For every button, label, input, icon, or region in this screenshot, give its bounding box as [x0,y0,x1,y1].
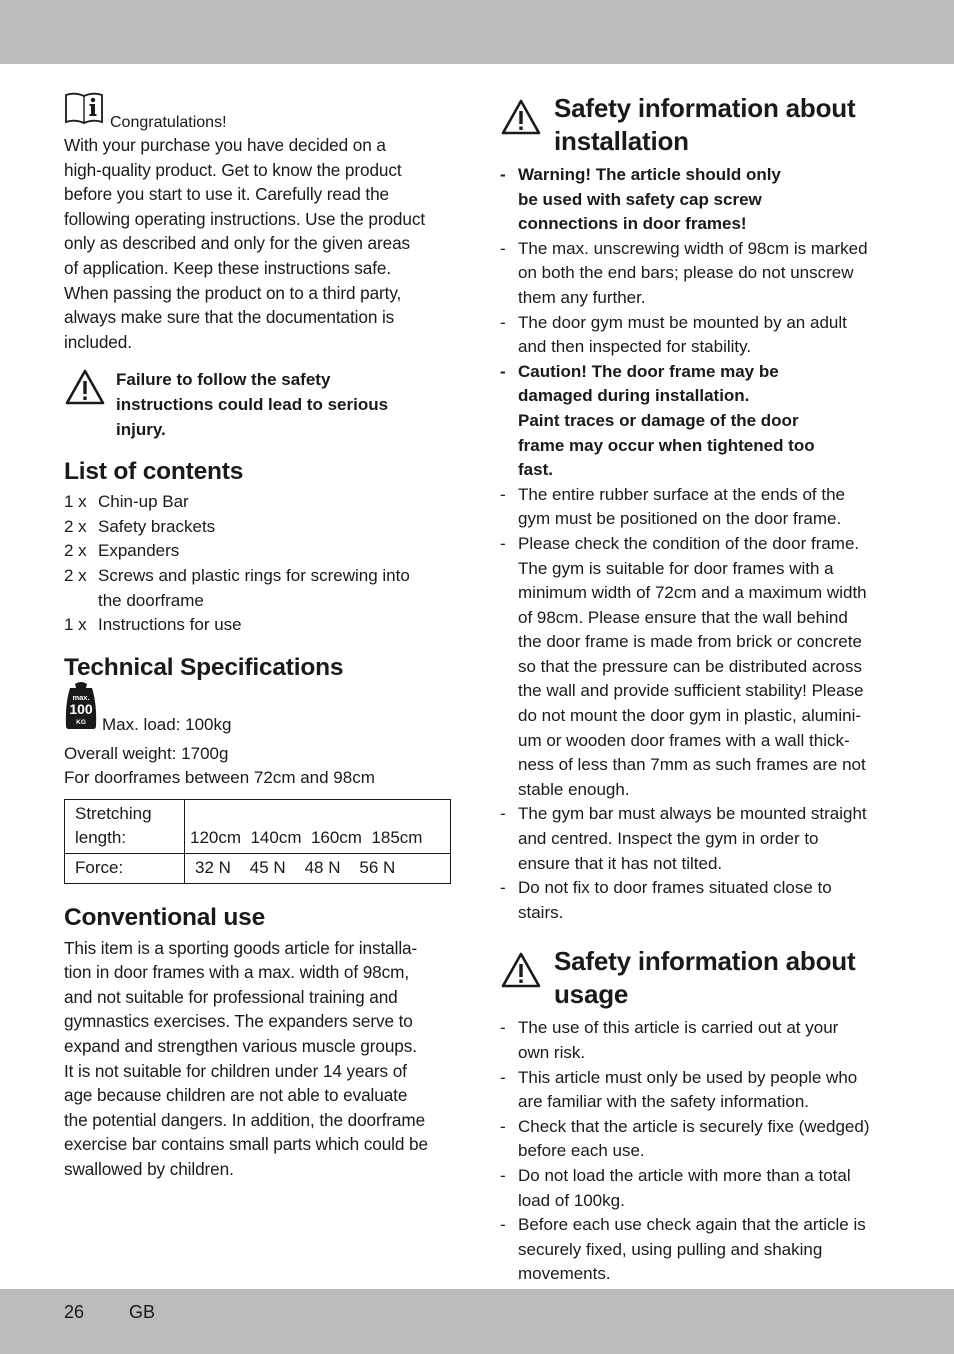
warning-line: Failure to follow the safety [116,370,331,390]
item-label: Expanders [98,541,180,561]
item-quantity: 2 x [64,541,87,561]
max-load-text: Max. load: 100kg [102,715,232,735]
table-row [65,854,451,884]
conventional-line: expand and strengthen various muscle groups. [64,1036,417,1057]
install-bullets [500,163,895,925]
bullet-line: The entire rubber surface at the ends of the [518,484,845,504]
bullet-line: minimum width of 72cm and a maximum width [518,583,867,603]
bullet-dash: - [500,312,506,332]
install-heading-line: installation [554,126,689,156]
list-item [500,876,895,925]
intro-line: high-quality product. Get to know the product [64,159,402,180]
conventional-paragraph [64,936,454,1182]
bullet-dash: - [500,238,506,258]
list-item [64,515,454,540]
bullet-dash: - [500,804,506,824]
intro-line: included. [64,331,132,352]
bullet-line: This article must only be used by people who [518,1067,858,1087]
stretching-label: Stretching [75,803,152,823]
manual-info-icon [64,91,104,133]
bullet-line: The use of this article is carried out at your [518,1018,839,1038]
bullet-dash: - [500,165,506,184]
conventional-heading: Conventional use [64,903,265,931]
bullet-text [518,1066,895,1115]
list-item [500,1115,895,1164]
bullet-line: ensure that it has not tilted. [518,853,723,873]
item-quantity: 2 x [64,516,87,536]
bullet-line: before each use. [518,1141,645,1161]
bullet-line: securely fixed, using pulling and shaking [518,1239,823,1259]
warning-triangle-icon [500,98,544,144]
weight-icon-value: 100 [69,701,93,718]
bullet-line: do not mount the door gym in plastic, alumini- [518,706,862,726]
page-number: 26 [64,1302,85,1322]
warning-triangle-icon [500,951,544,997]
table-cell-values: 32 N 45 N 48 N 56 N [185,854,451,884]
spec-table [64,799,451,884]
conventional-line: and not suitable for professional training and [64,986,398,1007]
list-item [500,1164,895,1213]
warning-line: injury. [116,419,166,439]
bullet-line: the door frame is made from brick or concrete [518,632,862,652]
right-column [500,92,895,1287]
item-label: Instructions for use [98,615,242,635]
overall-weight-text: Overall weight: 1700g [64,743,229,763]
item-label-line: Screws and plastic rings for screwing into [98,565,410,585]
bullet-text [518,876,895,925]
bullet-line: load of 100kg. [518,1190,625,1210]
bullet-dash: - [500,1215,506,1235]
bullet-dash: - [500,1018,506,1038]
install-header [500,92,895,158]
bullet-dash: - [500,484,506,504]
bullet-line: um or wooden door frames with a wall thick- [518,730,850,750]
list-item [500,311,895,360]
item-label: Safety brackets [98,516,216,536]
conventional-line: the potential dangers. In addition, the doorframe [64,1109,426,1130]
bullet-text [518,1164,895,1213]
bullet-dash: - [500,878,506,898]
bullet-line: on both the end bars; please do not unscrew [518,263,854,283]
list-item [500,163,895,237]
list-item [500,360,895,483]
list-item [500,483,895,532]
list-item [64,490,454,515]
item-label-line: the doorframe [98,590,204,610]
item-quantity: 1 x [64,615,87,635]
bullet-line: fast. [518,460,553,480]
conventional-line: swallowed by children. [64,1159,234,1179]
table-row [65,799,451,853]
bullet-line: Caution! The door frame may be [518,361,779,381]
bullet-text [518,163,895,237]
bullet-dash: - [500,1165,506,1185]
table-cell-label [65,799,185,853]
intro-line: of application. Keep these instructions safe. [64,257,392,278]
intro-line: With your purchase you have decided on a [64,135,386,155]
bullet-line: stairs. [518,902,564,922]
bullet-line: are familiar with the safety information. [518,1092,810,1112]
header-band [0,0,954,64]
list-item [64,539,454,564]
conventional-line: age because children are not able to evaluate [64,1085,408,1106]
left-column [64,95,454,1182]
conventional-line: gymnastics exercises. The expanders serve to [64,1011,413,1032]
bullet-line: Do not load the article with more than a total [518,1165,851,1185]
bullet-line: The max. unscrewing width of 98cm is marked [518,238,868,258]
intro-header [64,95,454,133]
max-load-row [64,688,454,738]
bullet-dash: - [500,361,506,381]
bullet-line: Warning! The article should only [518,165,781,184]
bullet-line: frame may occur when tightened too [518,435,815,455]
conventional-line: tion in door frames with a max. width of 98cm, [64,962,410,983]
bullet-line: ness of less than 7mm as such frames are not [518,755,866,775]
usage-heading-line: usage [554,979,629,1010]
bullet-line: The gym is suitable for door frames with a [518,558,834,578]
bullet-line: stable enough. [518,779,630,799]
item-label [98,564,454,613]
item-quantity: 1 x [64,492,87,512]
bullet-text [518,237,895,311]
usage-heading [554,945,855,1011]
bullet-line: Paint traces or damage of the door [518,410,799,430]
bullet-text [518,1213,895,1287]
weight-100kg-icon [64,680,98,738]
conventional-line: exercise bar contains small parts which could be [64,1134,428,1155]
weight-icon-top: max. [72,693,90,703]
contents-list [64,490,454,638]
usage-heading-line: Safety information about [554,946,856,977]
bullet-line: and then inspected for stability. [518,337,752,357]
length-label: length: [75,828,127,848]
language-code: GB [129,1302,156,1322]
bullet-text [518,311,895,360]
conventional-line: It is not suitable for children under 14 years of [64,1060,407,1081]
bullet-line: them any further. [518,287,646,307]
bullet-line: connections in door frames! [518,214,747,234]
bullet-line: own risk. [518,1043,586,1062]
install-heading-line: Safety information about [554,93,856,123]
bullet-line: Check that the article is securely fixe (wedged) [518,1116,870,1136]
item-quantity: 2 x [64,565,87,585]
intro-line: When passing the product on to a third party, [64,282,402,303]
list-item [500,1066,895,1115]
usage-bullets [500,1016,895,1287]
install-heading [554,92,855,158]
bullet-line: of 98cm. Please ensure that the wall behind [518,607,848,627]
warning-line: instructions could lead to serious [116,394,389,414]
bullet-line: so that the pressure can be distributed across [518,656,862,676]
bullet-line: Before each use check again that the article is [518,1215,866,1235]
bullet-line: The gym bar must always be mounted straight [518,804,867,824]
bullet-line: damaged during installation. [518,386,750,406]
list-item [64,564,454,613]
list-item [500,1213,895,1287]
bullet-text [518,483,895,532]
bullet-text [518,802,895,876]
safety-warning [64,368,454,442]
weight-icon-unit: KG [76,719,86,727]
bullet-line: be used with safety cap screw [518,189,762,209]
item-label: Chin-up Bar [98,492,189,512]
bullet-line: and centred. Inspect the gym in order to [518,829,819,849]
intro-line: only as described and only for the given areas [64,233,411,254]
bullet-text [518,532,895,803]
list-item [500,237,895,311]
bullet-line: the wall and provide sufficient stability! Please [518,681,864,701]
conventional-line: This item is a sporting goods article for installa- [64,937,418,958]
intro-line: following operating instructions. Use the product [64,208,426,229]
bullet-line: Do not fix to door frames situated close to [518,878,832,898]
warning-triangle-icon [64,368,108,442]
bullet-text [518,360,895,483]
bullet-text [518,1115,895,1164]
bullet-line: movements. [518,1264,611,1284]
table-cell-label: Force: [65,854,185,884]
contents-heading: List of contents [64,458,244,486]
congratulations-text: Congratulations! [110,114,227,131]
intro-line: before you start to use it. Carefully read the [64,184,390,205]
warning-text [116,368,388,442]
bullet-text [518,1016,895,1065]
doorframes-text: For doorframes between 72cm and 98cm [64,768,375,788]
usage-header [500,945,895,1011]
bullet-line: Please check the condition of the door frame. [518,533,860,553]
bullet-dash: - [500,1067,506,1087]
bullet-line: gym must be positioned on the door frame. [518,509,842,529]
list-item [500,802,895,876]
intro-line: always make sure that the documentation is [64,307,395,328]
intro-paragraph [64,133,454,354]
list-item [64,613,454,638]
table-cell-values: 120cm 140cm 160cm 185cm [185,799,451,853]
tech-heading: Technical Specifications [64,653,344,681]
list-item [500,532,895,803]
bullet-dash: - [500,533,506,553]
bullet-line: The door gym must be mounted by an adult [518,312,847,332]
list-item [500,1016,895,1065]
bullet-dash: - [500,1116,506,1136]
